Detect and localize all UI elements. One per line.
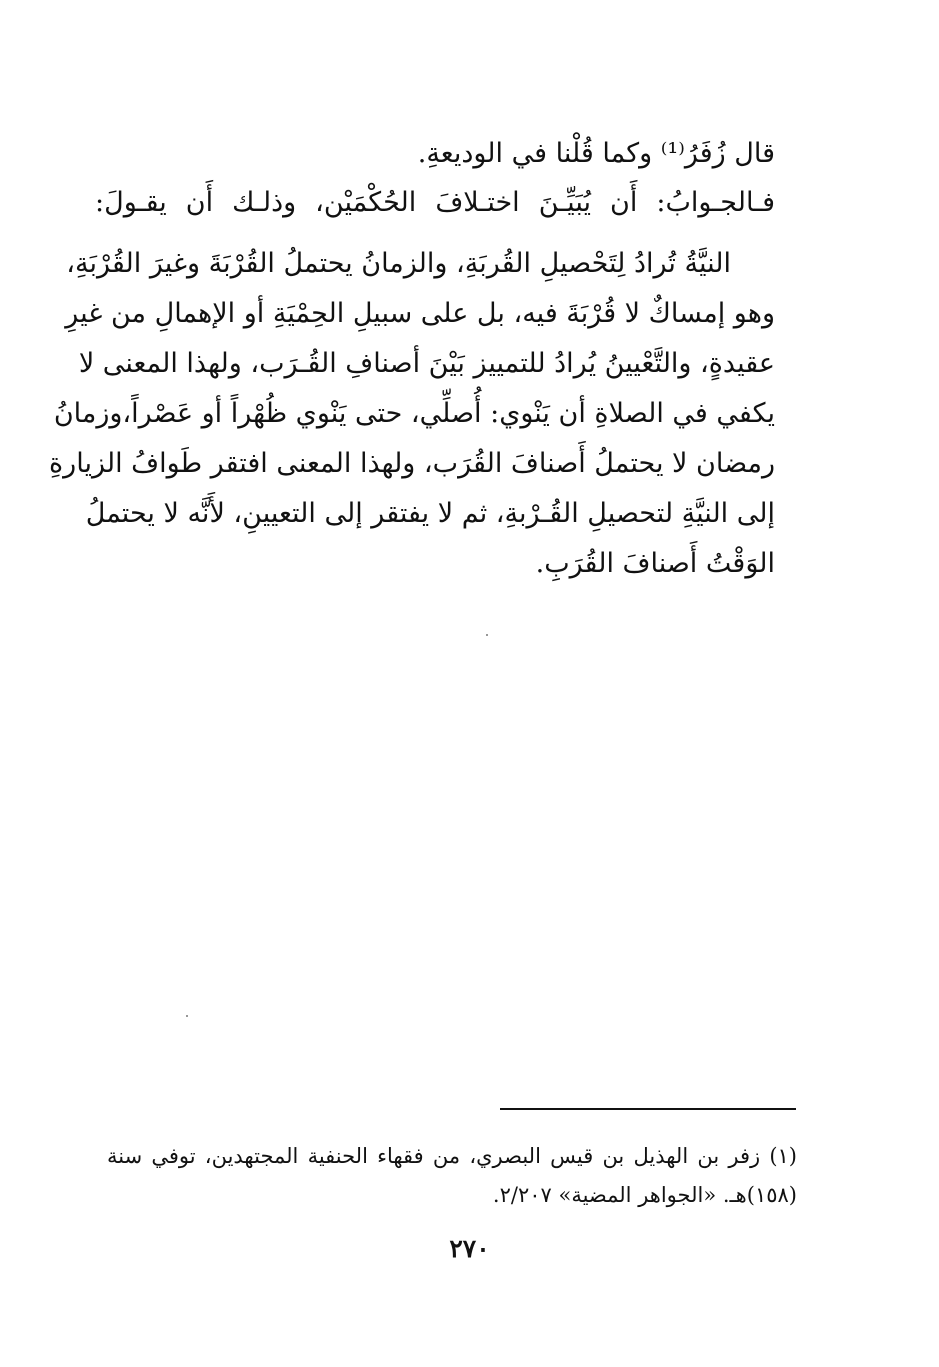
paragraph-line: النيَّةُ تُرادُ لِتَحْصيلِ القُربَةِ، والزمانُ يحتملُ القُرْبَةَ وغيرَ القُرْبَةِ، (66, 248, 731, 279)
footnote-line: (١) زفر بن الهذيل بن قيس البصري، من فقهاء الحنفية المجتهدين، توفي سنة (107, 1144, 797, 1168)
paragraph-line: رمضان لا يحتملُ أَصنافَ القُرَب، ولهذا المعنى افتقر طَوافُ الزيارةِ (49, 448, 775, 479)
paragraph-line: إلى النيَّةِ لتحصيلِ القُـرْبةِ، ثم لا يفتقر إلى التعيينِ، لأَنَّه لا يحتملُ (85, 498, 775, 529)
text-line-answer: فـالجـوابُ: أَن يُبَيِّـنَ اختـلافَ الحُكْمَيْن، وذلـك أَن يقـولَ: (95, 187, 775, 218)
page-number: ٢٧٠ (449, 1234, 490, 1263)
footnote-separator (500, 1108, 796, 1110)
paragraph-line: وهو إمساكٌ لا قُرْبَةَ فيه، بل على سبيلِ الحِمْيَةِ أو الإهمالِ من غيرِ (65, 298, 775, 329)
paragraph-line: الوَقْتُ أَصنافَ القُرَبِ. (535, 548, 775, 579)
text-line-intro: قال زُفَرُ⁽¹⁾ وكما قُلْنا في الوديعةِ. (417, 138, 775, 169)
footnote-line: (١٥٨)هـ. «الجواهر المضية» ٢/٢٠٧. (492, 1183, 797, 1207)
scan-speck (486, 634, 488, 636)
scan-speck (186, 1015, 188, 1017)
paragraph-line: عقيدةٍ، والتَّعْيينُ يُرادُ للتمييز بَيْنَ أصنافِ القُـرَب، ولهذا المعنى لا (78, 348, 775, 379)
paragraph-line: يكفي في الصلاةِ أن يَنْوي: أُصلِّي، حتى يَنْوي ظُهْراً أو عَصْراً،وزمانُ (53, 398, 775, 429)
